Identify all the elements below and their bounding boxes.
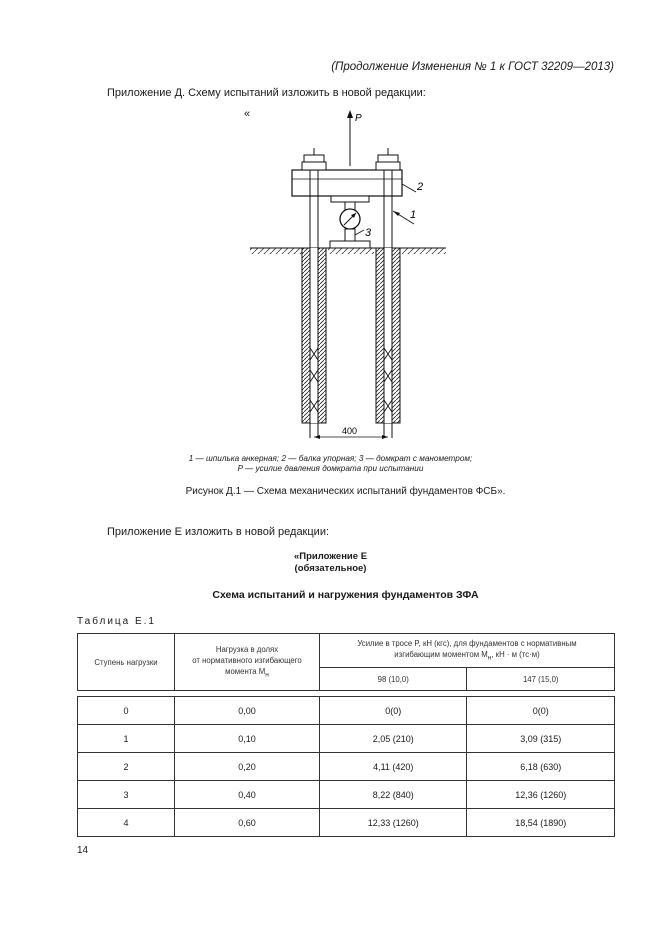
header-step: Ступень нагрузки — [78, 634, 175, 691]
header-share: Нагрузка в долях от нормативного изгибающего момента $M_н$ — [175, 634, 320, 691]
table-header-row — [78, 634, 615, 668]
nut-right-top — [378, 155, 398, 162]
figure-legend-line-2: P — усилие давления домкрата при испытании — [237, 464, 424, 473]
figure-legend-line-1: 1 — шпилька анкерная; 2 — балка упорная; 3 — домкрат с манометром; — [188, 454, 473, 463]
header-group: Усилие в тросе P, кН (кгс), для фундаментов с нормативным изгибающим моментом $M_н$, кН · м (тс·м) — [320, 634, 615, 668]
table-row: 4 0,60 12,33 (1260) 18,54 (1890) — [78, 809, 615, 837]
table-row: 1 0,10 2,05 (210) 3,09 (315) — [78, 725, 615, 753]
table-row: 3 0,40 8,22 (840) 12,36 (1260) — [78, 781, 615, 809]
label-3: 3 — [365, 227, 372, 239]
load-table — [77, 633, 615, 837]
open-quote: « — [244, 108, 251, 120]
jack-base — [330, 241, 370, 248]
page-number: 14 — [77, 845, 89, 856]
nut-left-top — [304, 155, 324, 162]
nut-left-mid — [302, 162, 326, 170]
table-label: Таблица Е.1 — [77, 616, 156, 627]
page-header: (Продолжение Изменения № 1 к ГОСТ 32209—2013) — [331, 61, 614, 73]
nut-right-mid — [376, 162, 400, 170]
scheme-title: Схема испытаний и нагружения фундаментов ЗФА — [212, 589, 479, 601]
label-1: 1 — [410, 209, 417, 221]
intro-appendix-e: Приложение Е изложить в новой редакции: — [107, 526, 330, 538]
dimension-label: 400 — [342, 426, 358, 436]
figure-caption: Рисунок Д.1 — Схема механических испытаний фундаментов ФСБ». — [185, 486, 506, 497]
appendix-subtitle: (обязательное) — [294, 563, 367, 574]
test-scheme-figure — [236, 108, 456, 443]
table-row: 0 0,00 0(0) 0(0) — [78, 697, 615, 725]
header-98: 98 (10,0) — [320, 668, 467, 691]
appendix-title: «Приложение Е — [293, 551, 368, 562]
table-row: 2 0,20 4,11 (420) 6,18 (630) — [78, 753, 615, 781]
force-arrowhead — [347, 110, 353, 118]
label-p: P — [355, 113, 362, 124]
appendix-heading — [0, 551, 661, 575]
intro-appendix-d: Приложение Д. Схему испытаний изложить в новой редакции: — [107, 87, 426, 99]
label-2: 2 — [417, 181, 424, 193]
thrust-beam — [292, 170, 402, 196]
header-147: 147 (15,0) — [467, 668, 615, 691]
